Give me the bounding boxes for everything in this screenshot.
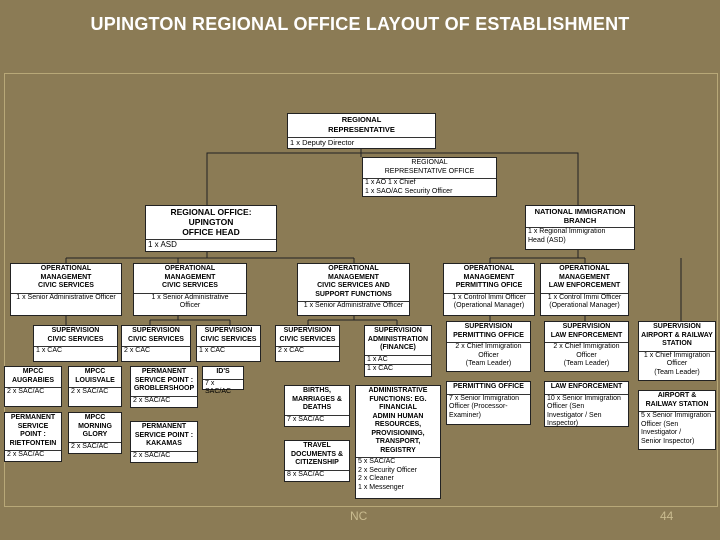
administrative-functions-box: [355, 385, 441, 499]
supervision-permitting-box: [446, 321, 531, 372]
births-marriages-deaths-box: [284, 385, 350, 427]
regional-representative-box: [287, 113, 436, 149]
box-heading: SUPERVISION CIVIC SERVICES: [47, 327, 104, 343]
op-management-civic-support-box: [297, 263, 410, 316]
slide-number: 44: [660, 509, 674, 523]
box-heading: NATIONAL IMMIGRATION BRANCH: [534, 207, 626, 225]
mpcc-louisvale-box: [68, 366, 122, 407]
box-staff: 2 x SAC/AC: [5, 387, 61, 397]
box-staff: 2 x CAC: [276, 346, 339, 356]
regional-representative-office-box: [362, 157, 497, 197]
box-staff: 8 x SAC/AC: [285, 470, 349, 480]
box-staff: 2 x SAC/AC: [69, 442, 121, 452]
box-staff: 1 x Control Immi Officer (Operational Manager): [541, 293, 628, 311]
permitting-office-box: [446, 381, 531, 425]
rietfontein-service-point-box: [4, 412, 62, 462]
box-staff: 1 x CAC: [365, 364, 431, 374]
airport-railway-station-box: [638, 390, 716, 450]
box-heading: OPERATIONAL MANAGEMENT LAW ENFORCEMENT: [548, 265, 621, 289]
supervision-civic-box: [33, 325, 118, 362]
op-management-civic-box: [133, 263, 247, 316]
box-heading: BIRTHS, MARRIAGES & DEATHS: [292, 387, 342, 411]
box-staff: 2 x Chief Immigration Officer (Team Leader): [545, 342, 628, 369]
upington-office-head-box: [145, 205, 277, 252]
box-heading: MPCC LOUISVALE: [75, 368, 115, 384]
supervision-civic-box: [121, 325, 191, 362]
supervision-civic-box: [275, 325, 340, 362]
box-heading: SUPERVISION ADMINISTRATION (FINANCE): [367, 327, 429, 351]
groblershoop-service-point-box: [130, 366, 198, 408]
box-heading: SUPERVISION CIVIC SERVICES: [128, 327, 184, 343]
box-heading: ADMINISTRATIVE FUNCTIONS: EG. FINANCIAL ADMIN HUMAN RESOURCES, PROVISIONING, TRANSPORT, REGISTRY: [368, 387, 428, 454]
mpcc-morning-glory-box: [68, 412, 122, 454]
supervision-law-enforcement-box: [544, 321, 629, 372]
box-heading: TRAVEL DOCUMENTS & CITIZENSHIP: [290, 442, 344, 466]
box-staff: 5 x Senior Immigration Officer (Sen Investigator / Senior Inspector): [639, 411, 715, 446]
box-staff: 2 x CAC: [122, 346, 190, 356]
box-staff: 1 x Deputy Director: [288, 137, 435, 148]
law-enforcement-box: [544, 381, 629, 427]
box-heading: MPCC AUGRABIES: [11, 368, 54, 384]
box-staff: 1 x Senior Administrative Officer: [134, 293, 246, 311]
box-heading: SUPERVISION LAW ENFORCEMENT: [550, 323, 623, 339]
box-staff: 2 x SAC/AC: [131, 451, 197, 461]
box-heading: SUPERVISION CIVIC SERVICES: [279, 327, 336, 343]
box-heading: AIRPORT & RAILWAY STATION: [645, 392, 709, 408]
box-staff: 1 x ASD: [146, 239, 276, 250]
box-heading: REGIONAL REPRESENTATIVE: [328, 115, 395, 134]
mpcc-augrabies-box: [4, 366, 62, 407]
op-management-civic-box: [10, 263, 122, 316]
box-heading: OPERATIONAL MANAGEMENT CIVIC SERVICES AND SUPPORT FUNCTIONS: [315, 265, 392, 298]
ids-box: [202, 366, 244, 395]
box-staff: 1 x Control Immi Officer (Operational Manager): [444, 293, 534, 311]
box-staff: 7 x SAC/AC: [285, 415, 349, 425]
box-heading: OPERATIONAL MANAGEMENT CIVIC SERVICES: [162, 265, 218, 289]
box-staff: 7 x SAC/AC: [203, 379, 243, 397]
op-management-permitting-box: [443, 263, 535, 316]
box-staff: 2 x SAC/AC: [131, 396, 197, 406]
box-staff: 2 x SAC/AC: [69, 387, 121, 397]
kakamas-service-point-box: [130, 421, 198, 463]
footer-left-text: NC: [350, 509, 368, 523]
box-heading: SUPERVISION AIRPORT & RAILWAY STATION: [641, 323, 713, 347]
box-heading: LAW ENFORCEMENT: [550, 383, 623, 390]
box-staff: 1 x AO 1 x Chief 1 x SAO/AC Security Officer: [363, 178, 496, 196]
box-staff: 1 x CAC: [34, 346, 117, 356]
box-heading: OPERATIONAL MANAGEMENT PERMITTING OFICE: [455, 265, 523, 289]
box-heading: MPCC MORNING GLORY: [78, 414, 112, 438]
box-heading: PERMANENT SERVICE POINT : RIETFONTEIN: [9, 414, 57, 447]
box-heading: SUPERVISION PERMITTING OFFICE: [453, 323, 524, 339]
op-management-law-enforcement-box: [540, 263, 629, 316]
supervision-airport-railway-box: [638, 321, 716, 381]
box-staff: 2 x Chief Immigration Officer (Team Leader): [447, 342, 530, 369]
box-heading: PERMITTING OFFICE: [453, 383, 524, 390]
box-staff: 1 x Chief Immigration Officer (Team Leader): [639, 351, 715, 378]
box-staff: 2 x SAC/AC: [5, 450, 61, 460]
box-staff: 7 x Senior Immigration Officer (Processor- Examiner): [447, 394, 530, 421]
supervision-civic-box: [196, 325, 261, 362]
box-heading: ID'S: [216, 368, 230, 375]
box-heading: SUPERVISION CIVIC SERVICES: [200, 327, 257, 343]
page-title: UPINGTON REGIONAL OFFICE LAYOUT OF ESTABLISHMENT: [90, 14, 630, 34]
box-staff: 1 x Regional Immigration Head (ASD): [526, 227, 634, 245]
box-heading: OPERATIONAL MANAGEMENT CIVIC SERVICES: [38, 265, 94, 289]
box-staff: 5 x SAC/AC 2 x Security Officer 2 x Cleaner 1 x Messenger: [356, 457, 440, 492]
box-heading: REGIONAL OFFICE: UPINGTON OFFICE HEAD: [170, 207, 252, 237]
box-heading: PERMANENT SERVICE POINT : KAKAMAS: [134, 423, 194, 447]
supervision-administration-box: [364, 325, 432, 377]
box-heading: PERMANENT SERVICE POINT : GROBLERSHOOP: [133, 368, 195, 392]
box-heading: REGIONAL REPRESENTATIVE OFFICE: [384, 159, 475, 175]
box-staff: 1 x CAC: [197, 346, 260, 356]
box-staff: 1 x Senior Administrative Officer: [11, 293, 121, 303]
travel-documents-box: [284, 440, 350, 482]
box-staff: 1 x AC: [365, 355, 431, 365]
national-immigration-branch-box: [525, 205, 635, 250]
box-staff: 10 x Senior Immigration Officer (Sen Investigator / Sen Inspector): [545, 394, 628, 429]
box-staff: 1 x Senior Administrative Officer: [298, 301, 409, 311]
